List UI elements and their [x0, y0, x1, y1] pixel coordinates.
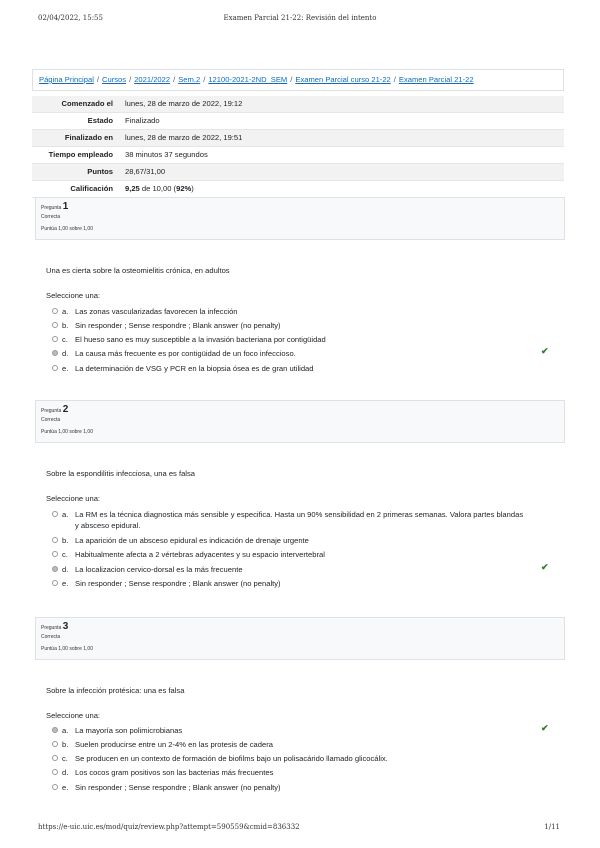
- radio-button[interactable]: [52, 755, 58, 761]
- answer-letter: c.: [62, 335, 68, 344]
- answer-text: Suelen producirse entre un 2-4% en las protesis de cadera: [75, 740, 273, 749]
- question-state: Correcta: [41, 634, 61, 640]
- grade-close: ): [191, 184, 194, 193]
- answer-letter: a.: [62, 510, 69, 519]
- summary-label: Tiempo empleado: [48, 150, 113, 159]
- question-word: Pregunta: [41, 205, 62, 211]
- question-info-3: [35, 617, 565, 660]
- radio-button[interactable]: [52, 322, 58, 328]
- answer-letter: a.: [62, 726, 69, 735]
- select-one-prompt: Seleccione una:: [46, 291, 101, 300]
- summary-label: Finalizado en: [64, 133, 113, 142]
- radio-button[interactable]: [52, 551, 58, 557]
- radio-button[interactable]: [52, 580, 58, 586]
- summary-value: 38 minutos 37 segundos: [125, 150, 208, 159]
- answer-text: Las zonas vascularizadas favorecen la infección: [75, 307, 238, 316]
- question-text: Sobre la espondilitis infecciosa, una es falsa: [46, 469, 196, 478]
- breadcrumb-exam[interactable]: Examen Parcial 21-22: [398, 75, 474, 84]
- grade-percent: 92%: [176, 184, 192, 193]
- summary-label: Estado: [87, 116, 113, 125]
- print-url: https://e-uic.uic.es/mod/quiz/review.php?attempt=590559&cmid=836332: [38, 823, 300, 831]
- summary-value: lunes, 28 de marzo de 2022, 19:12: [125, 99, 243, 108]
- answer-text: Se producen en un contexto de formación de biofilms bajo un polisacárido llamado glicocálix.: [75, 754, 388, 763]
- summary-label: Puntos: [87, 167, 113, 176]
- breadcrumb-courses[interactable]: Cursos: [102, 75, 127, 84]
- correct-check-icon: ✔: [541, 723, 549, 733]
- breadcrumb-separator: /: [393, 75, 396, 84]
- summary-row-started: [32, 96, 564, 113]
- summary-value: [119, 181, 564, 198]
- answer-text: La causa más frecuente es por contigüidad de un foco infeccioso.: [75, 349, 296, 358]
- question-state: Correcta: [41, 417, 61, 423]
- answer-letter: e.: [62, 364, 69, 373]
- radio-button[interactable]: [52, 308, 58, 314]
- answer-letter: b.: [62, 740, 69, 749]
- breadcrumb-semester[interactable]: Sem.2: [178, 75, 201, 84]
- answer-letter: d.: [62, 349, 69, 358]
- summary-label: Calificación: [70, 184, 113, 193]
- print-title: Examen Parcial 21-22: Revisión del intento: [223, 14, 377, 22]
- summary-row-grade: [32, 181, 564, 198]
- answer-text: El hueso sano es muy susceptible a la invasión bacteriana por contigüidad: [75, 335, 326, 344]
- answer-letter: b.: [62, 321, 69, 330]
- answer-letter: d.: [62, 565, 69, 574]
- summary-value: 28,67/31,00: [125, 167, 166, 176]
- question-state: Correcta: [41, 214, 61, 220]
- answer-text: Habitualmente afecta a 2 vértebras adyacentes y su espacio intervertebral: [75, 550, 325, 559]
- breadcrumb-year[interactable]: 2021/2022: [134, 75, 171, 84]
- radio-button[interactable]: [52, 769, 58, 775]
- radio-button-selected[interactable]: [52, 350, 58, 356]
- question-number: [41, 621, 559, 632]
- question-word: Pregunta: [41, 625, 62, 631]
- radio-button[interactable]: [52, 365, 58, 371]
- summary-row-state: [32, 113, 564, 130]
- print-date: 02/04/2022, 15:55: [38, 14, 103, 22]
- answer-text: Los cocos gram positivos son las bacterias más frecuentes: [75, 768, 274, 777]
- answer-letter: c.: [62, 754, 68, 763]
- answer-text: La localizacion cervico-dorsal es la más frecuente: [75, 565, 243, 574]
- breadcrumb-separator: /: [96, 75, 100, 84]
- breadcrumb-exam-section[interactable]: Examen Parcial curso 21-22: [295, 75, 391, 84]
- answer-letter: a.: [62, 307, 69, 316]
- summary-row-finished: [32, 130, 564, 147]
- select-one-prompt: Seleccione una:: [46, 711, 101, 720]
- breadcrumb-course[interactable]: 12100-2021-2ND_SEM: [208, 75, 288, 84]
- question-grade: Puntúa 1,00 sobre 1,00: [41, 226, 93, 232]
- breadcrumb: [32, 69, 564, 91]
- grade-score: 9,25: [125, 184, 140, 193]
- answer-text: Sin responder ; Sense respondre ; Blank answer (no penalty): [75, 783, 281, 792]
- breadcrumb-separator: /: [129, 75, 132, 84]
- question-grade: Puntúa 1,00 sobre 1,00: [41, 429, 93, 435]
- question-text: Sobre la infección protésica: una es falsa: [46, 686, 185, 695]
- answer-text: La RM es la técnica diagnostica más sensible y especifica. Hasta un 90% sensibilidad en 2 primeras semanas. Valora partes blandas y absceso epidural.: [75, 510, 524, 530]
- breadcrumb-separator: /: [203, 75, 206, 84]
- summary-label: Comenzado el: [61, 99, 113, 108]
- question-number: [41, 201, 559, 212]
- summary-row-time: [32, 147, 564, 164]
- radio-button[interactable]: [52, 336, 58, 342]
- question-word: Pregunta: [41, 408, 62, 414]
- print-page-number: 1/11: [544, 823, 560, 831]
- question-text: Una es cierta sobre la osteomielitis crónica, en adultos: [46, 266, 230, 275]
- answer-letter: c.: [62, 550, 68, 559]
- answer-text: Sin responder ; Sense respondre ; Blank answer (no penalty): [75, 579, 281, 588]
- select-one-prompt: Seleccione una:: [46, 494, 101, 503]
- breadcrumb-home[interactable]: Página Principal: [39, 75, 94, 84]
- question-info-1: [35, 197, 565, 240]
- radio-button[interactable]: [52, 537, 58, 543]
- answer-text: La determinación de VSG y PCR en la biopsia ósea es de gran utilidad: [75, 364, 314, 373]
- summary-value: lunes, 28 de marzo de 2022, 19:51: [125, 133, 243, 142]
- radio-button[interactable]: [52, 784, 58, 790]
- summary-row-points: [32, 164, 564, 181]
- answer-letter: b.: [62, 536, 69, 545]
- answer-letter: e.: [62, 783, 69, 792]
- radio-button-selected[interactable]: [52, 727, 58, 733]
- summary-value: Finalizado: [125, 116, 160, 125]
- attempt-summary-table: [32, 96, 564, 198]
- answer-text: Sin responder ; Sense respondre ; Blank answer (no penalty): [75, 321, 281, 330]
- correct-check-icon: ✔: [541, 346, 549, 356]
- question-info-2: [35, 400, 565, 443]
- answer-text: La mayoría son polimicrobianas: [75, 726, 183, 735]
- question-number: [41, 404, 559, 415]
- question-grade: Puntúa 1,00 sobre 1,00: [41, 646, 93, 652]
- radio-button-selected[interactable]: [52, 566, 58, 572]
- question-number-value: 3: [62, 621, 69, 632]
- breadcrumb-separator: /: [290, 75, 293, 84]
- correct-check-icon: ✔: [541, 562, 549, 572]
- answer-text: La aparición de un absceso epidural es indicación de drenaje urgente: [75, 536, 309, 545]
- question-number-value: 1: [62, 201, 69, 212]
- answer-letter: d.: [62, 768, 69, 777]
- question-number-value: 2: [62, 404, 69, 415]
- breadcrumb-separator: /: [173, 75, 176, 84]
- grade-max: de 10,00 (: [139, 184, 177, 193]
- radio-button[interactable]: [52, 511, 58, 517]
- answer-letter: e.: [62, 579, 69, 588]
- radio-button[interactable]: [52, 741, 58, 747]
